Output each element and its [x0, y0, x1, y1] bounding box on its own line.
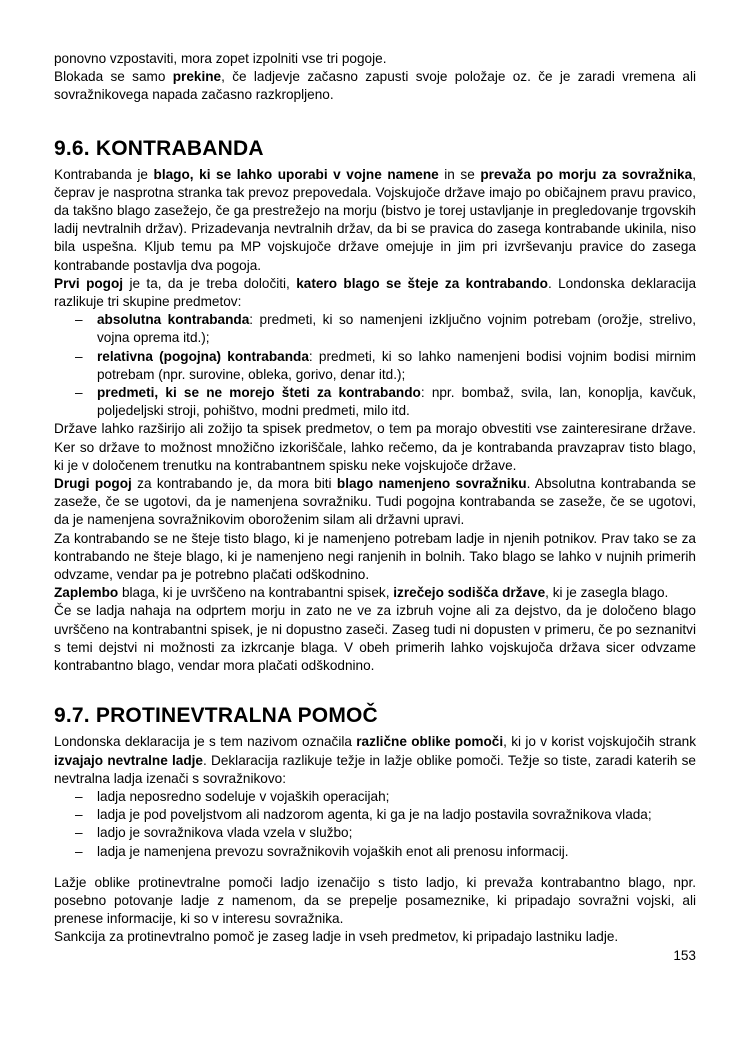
bold-text-run: relativna (pogojna) kontrabanda: [97, 348, 309, 364]
dash-marker: –: [75, 807, 83, 823]
text-run: Kontrabanda je: [54, 166, 154, 182]
bold-text-run: predmeti, ki se ne morejo šteti za kontrabando: [97, 385, 421, 401]
text-run: ladja je namenjena prevozu sovražnikovih vojaških enot ali prenosu informacij.: [97, 843, 569, 859]
paragraph-exempt-goods: [54, 530, 696, 585]
bold-text-run: izrečejo sodišča države: [393, 585, 546, 601]
text-run: ladjo je sovražnikova vlada vzela v službo;: [97, 825, 353, 841]
text-run: Države lahko razširijo ali zožijo ta spisek predmetov, o tem pa morajo obvestiti vse zainteresirane države. Ker so države to možnost množično izkoriščale, lahko rečemo, da je kontrabanda pravzaprav tisto blago, ki je v določenem trenutku na kontrabantnem spisku neke vojskujoče države.: [54, 421, 696, 473]
paragraph-sanction: [54, 928, 696, 946]
heavy-assistance-list: [54, 788, 696, 861]
list-item-transport-troops: [54, 843, 696, 861]
text-run: Londonska deklaracija je s tem nazivom označila: [54, 734, 357, 750]
dash-marker: –: [75, 825, 83, 841]
dash-marker: –: [75, 385, 83, 401]
bold-text-run: izvajajo nevtralne ladje: [54, 752, 203, 768]
dash-marker: –: [75, 312, 83, 328]
text-run: : predmeti, ki so namenjeni izključno vojnim potrebam (orožje, strelivo, vojna oprema itd.);: [97, 312, 696, 346]
paragraph-confiscation-courts: [54, 584, 696, 602]
paragraph-london-declaration: [54, 733, 696, 788]
text-run: , čeprav je nasprotna stranka tak prevoz prepovedala. Vojskujoče države imajo po običajnem pravu pravico, da takšno blago zasežejo, če ga prestrežejo na morju (bistvo je torej ustavljanje in pregledovanje trgovskih ladij nevtralnih držav). Prizadevanja nevtralnih držav, da bi se pravica do zasega kontrabande ukinila, niso bila uspešna. Kljub temu pa MP vojskujoče države omejuje in jim pri izvrševanju pravice do zasega kontrabande postavlja dva pogoja.: [54, 166, 696, 273]
bold-text-run: Drugi pogoj: [54, 476, 132, 492]
text-run: ladja je pod poveljstvom ali nadzorom agenta, ki ga je na ladjo postavila sovražnikova vlada;: [97, 807, 652, 823]
dash-marker: –: [75, 348, 83, 364]
text-run: , ki je zasegla blago.: [545, 585, 669, 601]
page-number: 153: [673, 947, 696, 963]
heading-9-7-protinevtralna-pomoc: 9.7. PROTINEVTRALNA POMOČ: [54, 704, 378, 728]
list-item-relative-contraband: [54, 348, 696, 384]
text-run: Sankcija za protinevtralno pomoč je zaseg ladje in vseh predmetov, ki pripadajo lastniku ladje.: [54, 929, 619, 945]
text-run: . Deklaracija razlikuje težje in lažje oblike pomoči. Težje so tiste, zaradi katerih se nevtralna ladja izenači s sovražnikovo:: [54, 752, 696, 786]
list-item-hired-by-enemy: [54, 824, 696, 842]
paragraph-blokada: [54, 68, 696, 104]
text-run: . Absolutna kontrabanda se zaseže, če se ugotovi, da je namenjena sovražniku. Tudi pogojna kontrabanda se zaseže, če se ugotovi, da je namenjena sovražnikovim oboroženim silam ali državni upravi.: [54, 476, 696, 528]
text-run: je ta, da je treba določiti,: [123, 275, 297, 291]
text-run: , ki jo v korist vojskujočih strank: [503, 734, 696, 750]
list-item-direct-participation: [54, 788, 696, 806]
paragraph-lighter-forms: [54, 874, 696, 929]
paragraph-states-expand-list: [54, 420, 696, 475]
text-run: ponovno vzpostaviti, mora zopet izpolniti vse tri pogoje.: [54, 51, 387, 66]
list-item-non-contraband: [54, 384, 696, 420]
dash-marker: –: [75, 843, 83, 859]
text-run: in se: [438, 166, 481, 182]
bold-text-run: blago, ki se lahko uporabi v vojne namene: [153, 166, 439, 182]
text-run: za kontrabando je, da mora biti: [131, 476, 337, 492]
text-run: blaga, ki je uvrščeno na kontrabantni spisek,: [118, 585, 394, 601]
contraband-groups-list: [54, 311, 696, 420]
paragraph-second-condition: [54, 475, 696, 530]
list-item-under-enemy-agent: [54, 806, 696, 824]
text-run: . Londonska deklaracija razlikuje tri skupine predmetov:: [54, 275, 697, 310]
text-run: ladja neposredno sodeluje v vojaških operacijah;: [97, 788, 390, 804]
dash-marker: –: [75, 788, 83, 804]
text-run: Blokada se samo: [54, 69, 173, 85]
text-run: , če ladjevje začasno zapusti svoje položaje oz. če je zaradi vremena ali sovražnikovega napada začasno razkropljeno.: [54, 69, 696, 103]
bold-text-run: prekine: [172, 69, 222, 85]
heading-9-6-kontrabanda: 9.6. KONTRABANDA: [54, 136, 264, 160]
paragraph-reestablish: [54, 50, 696, 68]
paragraph-first-condition: [54, 275, 696, 311]
bold-text-run: različne oblike pomoči: [356, 734, 504, 750]
bold-text-run: Prvi pogoj: [54, 275, 124, 291]
bold-text-run: prevaža po morju za sovražnika: [480, 166, 693, 182]
bold-text-run: blago namenjeno sovražniku: [336, 476, 527, 492]
text-run: : npr. bombaž, svila, lan, konoplja, kavčuk, poljedeljski stroji, pohištvo, modni predmeti, milo itd.: [97, 385, 696, 419]
text-run: Če se ladja nahaja na odprtem morju in zato ne ve za izbruh vojne ali za dejstvo, da je določeno blago uvrščeno na kontrabantni spisek, je ni dopustno zaseči. Zaseg tudi ni dopusten v primeru, če po seznanitvi s temi dejstvi ni možnosti za izkrcanje blaga. V obeh primerih lahko vojskujoča država sicer odvzame kontrabantno blago, vendar mora plačati odškodnino.: [54, 603, 696, 674]
text-run: : predmeti, ki so lahko namenjeni bodisi vojnim bodisi mirnim potrebam (npr. surovine, obleka, gorivo, denar itd.);: [97, 348, 697, 382]
bold-text-run: absolutna kontrabanda: [97, 312, 250, 328]
bold-text-run: Zaplembo: [54, 585, 119, 601]
paragraph-open-sea-exception: [54, 602, 696, 675]
paragraph-kontrabanda-definition: [54, 166, 696, 275]
list-item-absolute-contraband: [54, 311, 696, 347]
bold-text-run: katero blago se šteje za kontrabando: [296, 275, 548, 291]
text-run: Za kontrabando se ne šteje tisto blago, ki je namenjeno potrebam ladje in njenih potnikov. Prav tako se za kontrabando ne šteje blago, ki je namenjeno negi ranjenih in bolnih. Tako blago se lahko v nujnih primerih odvzame, vendar pa je potrebno plačati odškodnino.: [54, 530, 696, 583]
text-run: Lažje oblike protinevtralne pomoči ladjo izenačijo s tisto ladjo, ki prevaža kontrabantno blago, npr. posebno potovanje ladje z namenom, da se prepelje posameznike, ki pripadajo sovražni vojski, ali prenese informacije, ki so v interesu sovražnika.: [54, 874, 696, 927]
